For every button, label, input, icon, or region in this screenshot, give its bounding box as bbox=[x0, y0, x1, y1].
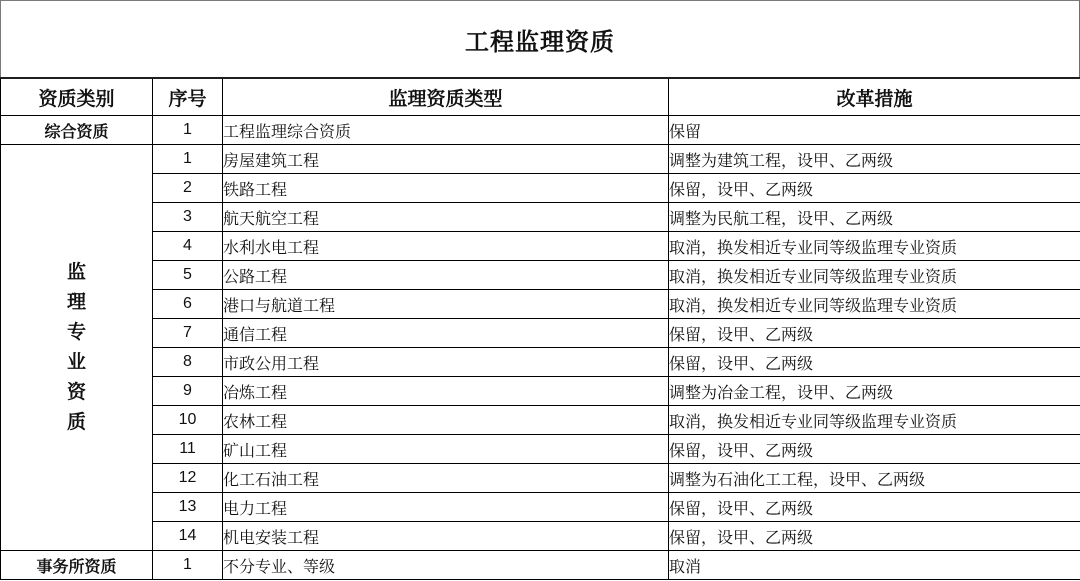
serial-cell: 5 bbox=[153, 261, 223, 290]
type-cell: 港口与航道工程 bbox=[223, 290, 669, 319]
category-cell: 事务所资质 bbox=[1, 551, 153, 580]
serial-cell: 9 bbox=[153, 377, 223, 406]
type-cell: 房屋建筑工程 bbox=[223, 145, 669, 174]
category-char: 业 bbox=[66, 351, 86, 373]
type-cell: 电力工程 bbox=[223, 493, 669, 522]
serial-cell: 6 bbox=[153, 290, 223, 319]
serial-cell: 1 bbox=[153, 551, 223, 580]
measure-cell: 调整为石油化工工程，设甲、乙两级 bbox=[669, 464, 1080, 493]
measure-cell: 取消，换发相近专业同等级监理专业资质 bbox=[669, 232, 1080, 261]
measure-cell: 取消，换发相近专业同等级监理专业资质 bbox=[669, 290, 1080, 319]
measure-cell: 保留 bbox=[669, 116, 1080, 145]
category-char: 资 bbox=[66, 381, 86, 403]
table-row bbox=[1, 406, 1080, 435]
type-cell: 公路工程 bbox=[223, 261, 669, 290]
measure-cell: 保留，设甲、乙两级 bbox=[669, 319, 1080, 348]
serial-cell: 2 bbox=[153, 174, 223, 203]
type-cell: 工程监理综合资质 bbox=[223, 116, 669, 145]
measure-cell: 保留，设甲、乙两级 bbox=[669, 493, 1080, 522]
serial-cell: 12 bbox=[153, 464, 223, 493]
measure-cell: 保留，设甲、乙两级 bbox=[669, 522, 1080, 551]
category-cell: 综合资质 bbox=[1, 116, 153, 145]
measure-cell: 调整为建筑工程，设甲、乙两级 bbox=[669, 145, 1080, 174]
table-row bbox=[1, 203, 1080, 232]
table-row bbox=[1, 377, 1080, 406]
header-measure: 改革措施 bbox=[669, 78, 1080, 116]
type-cell: 水利水电工程 bbox=[223, 232, 669, 261]
category-char: 监 bbox=[66, 261, 86, 283]
category-char: 专 bbox=[66, 321, 86, 343]
type-cell: 矿山工程 bbox=[223, 435, 669, 464]
header-no: 序号 bbox=[153, 78, 223, 116]
category-char: 理 bbox=[66, 291, 86, 313]
type-cell: 冶炼工程 bbox=[223, 377, 669, 406]
serial-cell: 10 bbox=[153, 406, 223, 435]
table-row bbox=[1, 290, 1080, 319]
type-cell: 农林工程 bbox=[223, 406, 669, 435]
type-cell: 通信工程 bbox=[223, 319, 669, 348]
measure-cell: 调整为民航工程，设甲、乙两级 bbox=[669, 203, 1080, 232]
header-row bbox=[1, 78, 1080, 116]
serial-cell: 8 bbox=[153, 348, 223, 377]
header-type: 监理资质类型 bbox=[223, 78, 669, 116]
type-cell: 不分专业、等级 bbox=[223, 551, 669, 580]
serial-cell: 13 bbox=[153, 493, 223, 522]
serial-cell: 4 bbox=[153, 232, 223, 261]
table-row bbox=[1, 493, 1080, 522]
type-cell: 化工石油工程 bbox=[223, 464, 669, 493]
measure-cell: 保留，设甲、乙两级 bbox=[669, 174, 1080, 203]
measure-cell: 保留，设甲、乙两级 bbox=[669, 435, 1080, 464]
serial-cell: 3 bbox=[153, 203, 223, 232]
qualification-table bbox=[0, 77, 1080, 580]
table-row bbox=[1, 261, 1080, 290]
category-char: 质 bbox=[66, 411, 86, 433]
header-category: 资质类别 bbox=[1, 78, 153, 116]
serial-cell: 11 bbox=[153, 435, 223, 464]
table-row bbox=[1, 174, 1080, 203]
table-row bbox=[1, 116, 1080, 145]
table-row bbox=[1, 464, 1080, 493]
measure-cell: 取消，换发相近专业同等级监理专业资质 bbox=[669, 261, 1080, 290]
type-cell: 市政公用工程 bbox=[223, 348, 669, 377]
table-row bbox=[1, 348, 1080, 377]
measure-cell: 取消，换发相近专业同等级监理专业资质 bbox=[669, 406, 1080, 435]
page-title: 工程监理资质 bbox=[0, 0, 1080, 77]
measure-cell: 保留，设甲、乙两级 bbox=[669, 348, 1080, 377]
type-cell: 铁路工程 bbox=[223, 174, 669, 203]
table-row bbox=[1, 435, 1080, 464]
table-row bbox=[1, 232, 1080, 261]
measure-cell: 调整为冶金工程，设甲、乙两级 bbox=[669, 377, 1080, 406]
table-row bbox=[1, 319, 1080, 348]
measure-cell: 取消 bbox=[669, 551, 1080, 580]
serial-cell: 7 bbox=[153, 319, 223, 348]
type-cell: 机电安装工程 bbox=[223, 522, 669, 551]
serial-cell: 1 bbox=[153, 116, 223, 145]
category-cell bbox=[1, 145, 153, 551]
type-cell: 航天航空工程 bbox=[223, 203, 669, 232]
table-row bbox=[1, 522, 1080, 551]
table-row bbox=[1, 145, 1080, 174]
serial-cell: 14 bbox=[153, 522, 223, 551]
serial-cell: 1 bbox=[153, 145, 223, 174]
table-row bbox=[1, 551, 1080, 580]
